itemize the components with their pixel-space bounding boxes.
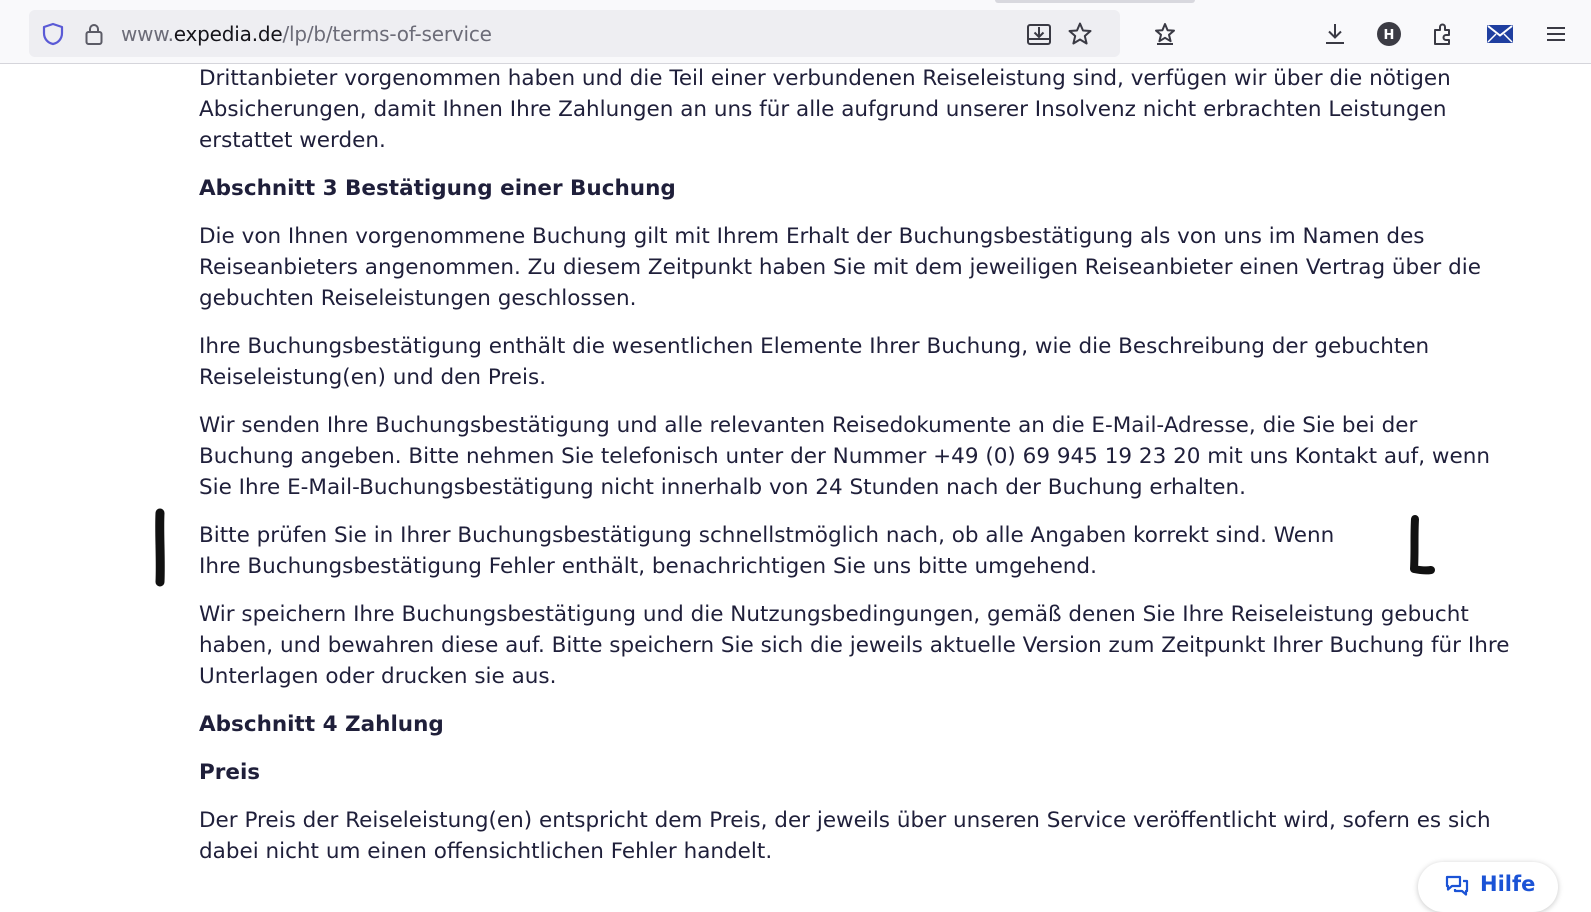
bookmark-star-icon[interactable] [1065,19,1095,49]
lock-icon[interactable] [81,20,107,48]
downloads-icon[interactable] [1320,19,1350,49]
section-3-paragraph-2: Ihre Buchungsbestätigung enthält die wesentlichen Elemente Ihrer Buchung, wie die Beschreibung der gebuchten Reiseleistung(en) und den Preis. [199,334,1430,390]
url-path: /lp/b/terms-of-service [282,22,492,46]
profile-avatar-icon[interactable] [1374,19,1404,49]
section-4-paragraph-1: Der Preis der Reiseleistung(en) entspricht dem Preis, der jeweils über unseren Service veröffentlicht wird, sofern es sich dabei nicht um einen offensichtlichen Fehler handelt. [199,808,1491,864]
url-domain: expedia.de [173,22,283,46]
right-annotation-mark [1405,514,1439,580]
intro-paragraph: Drittanbieter vorgenommen haben und die Teil einer verbundenen Reiseleistung sind, verfügen wir über die nötigen Absicherungen, damit Ihnen Ihre Zahlungen an uns für alle aufgrund unserer Insolvenz nicht erbrachten Leistungen erstattet werden. [199,66,1451,153]
browser-toolbar [0,0,1591,64]
section-4-heading: Abschnitt 4 Zahlung [199,712,444,737]
extensions-icon[interactable] [1428,19,1458,49]
help-label: Hilfe [1480,872,1536,896]
url-prefix: www. [121,22,174,46]
section-3-paragraph-4: Bitte prüfen Sie in Ihrer Buchungsbestätigung schnellstmöglich nach, ob alle Angaben korrekt sind. Wenn Ihre Buchungsbestätigung Fehler enthält, benachrichtigen Sie uns bitte umgehend. [199,523,1335,579]
url-text[interactable] [121,22,492,46]
reader-star-icon[interactable] [1150,19,1180,49]
chat-bubbles-icon [1444,874,1470,898]
section-3-paragraph-1: Die von Ihnen vorgenommene Buchung gilt mit Ihrem Erhalt der Buchungsbestätigung als von uns im Namen des Reiseanbieters angenommen. Zu diesem Zeitpunkt haben Sie mit dem jeweiligen Reiseanbieter einen Vertrag über die gebuchten Reiseleistungen geschlossen. [199,224,1481,311]
section-3-paragraph-5: Wir speichern Ihre Buchungsbestätigung und die Nutzungsbedingungen, gemäß denen Sie Ihre Reiseleistung gebucht haben, und bewahren diese auf. Bitte speichern Sie sich die jeweils aktuelle Version zum Zeitpunkt Ihrer Buchung für Ihre Unterlagen oder drucken sie aus. [199,602,1510,689]
tab-strip-edge [995,0,1195,3]
profile-initial: H [1383,28,1395,43]
left-annotation-mark [150,508,170,588]
section-3-heading: Abschnitt 3 Bestätigung einer Buchung [199,176,676,201]
address-bar[interactable] [29,10,1120,57]
section-3-paragraph-3: Wir senden Ihre Buchungsbestätigung und alle relevanten Reisedokumente an die E-Mail-Adresse, die Sie bei der Buchung angeben. Bitte nehmen Sie telefonisch unter der Nummer +49 (0) 69 945 19 23 20 mit uns Kontakt auf, wenn Sie Ihre E-Mail-Buchungsbestätigung nicht innerhalb von 24 Stunden nach der Buchung erhalten. [199,413,1490,500]
mail-icon[interactable] [1484,19,1516,49]
shield-icon[interactable] [39,20,67,48]
help-button[interactable] [1418,862,1558,912]
menu-icon[interactable] [1541,19,1571,49]
install-page-icon[interactable] [1024,19,1054,49]
terms-content [199,64,1517,884]
price-subheading: Preis [199,760,261,785]
